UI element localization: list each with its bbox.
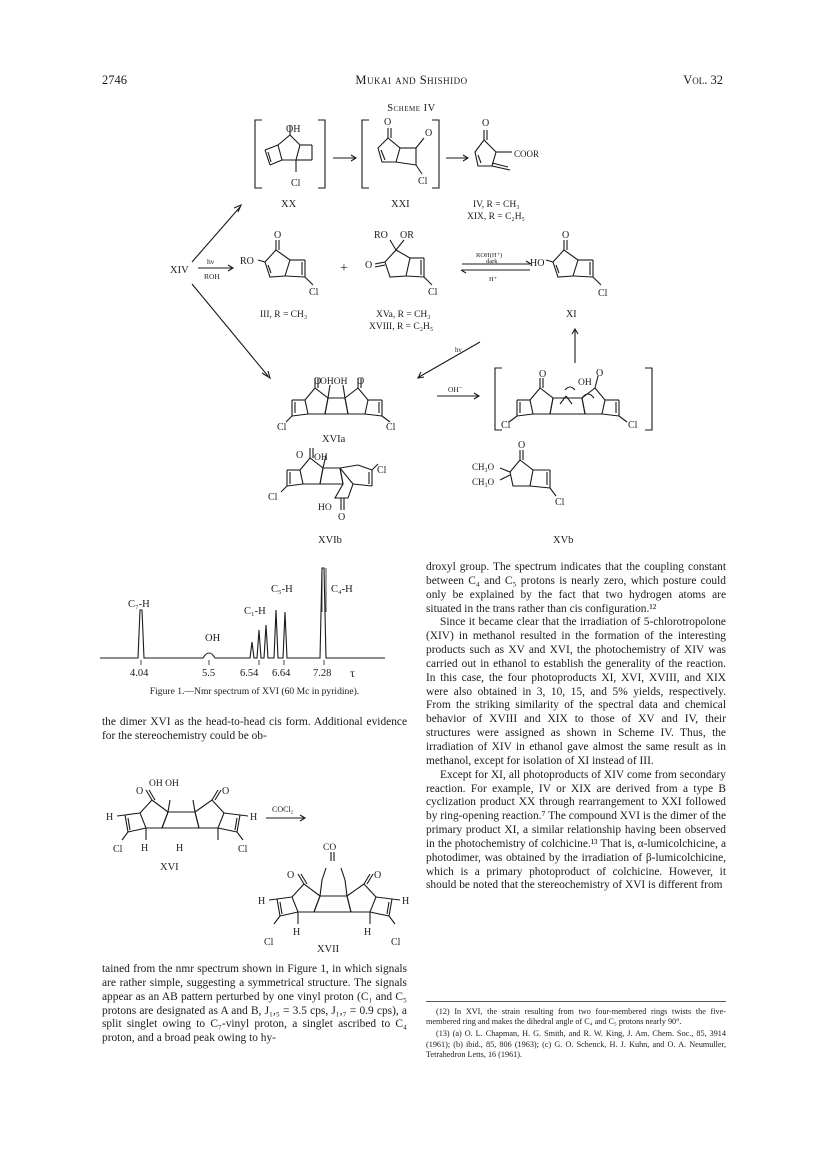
axis-tick-label: 6.54 bbox=[240, 668, 259, 679]
label-xix: XIX, R = C₂H₅ bbox=[467, 212, 525, 222]
label-oh: OH bbox=[314, 453, 328, 463]
paragraph: Since it became clear that the irradiation of 5-chlorotropolone (XIV) in methanol resulted in the formation of the interesting products such as XV and XVI, the photochemistry of XIV was carried out in ethanol to establish the generality of the reaction. In this case, the four photoproducts XI, XVI, XVIII, and XIX were also obtained in 3, 10, 15, and 5% yields, respectively. From the striking similarity of the spectral data and chemical behavior of XVIII and XIX to those of XV and IV, their structures were assigned as shown in Scheme IV. Thus, the irradiation of XIV in ethanol gave almost the same result as in methanol, except for isolation of XI instead of III. bbox=[426, 616, 726, 767]
label-cocl2: COCl₂ bbox=[272, 805, 294, 814]
label-ro: RO bbox=[374, 230, 388, 241]
label-cl: Cl bbox=[386, 422, 396, 433]
label-o: O bbox=[365, 260, 373, 271]
label-ch3o: CH₃O bbox=[472, 477, 495, 487]
label-h: H bbox=[250, 812, 258, 823]
label-o: O bbox=[596, 368, 604, 379]
paragraph: tained from the nmr spectrum shown in Figure 1, in which signals are rather simple, suggesting a symmetrical structure. The signals appear as an AB pattern perturbed by one vinyl proton (C₁ and C₅ protons are designated as A and B, J₁,₅ = 3.5 cps, J₁,₇ = 0.9 cps), a split singlet owing to C₇-vinyl proton, a singlet ascribed to C₄ proton, and a broad peak owing to hy- bbox=[102, 963, 407, 1045]
label-roh: ROH bbox=[204, 272, 220, 281]
label-cl: Cl bbox=[309, 287, 319, 298]
label-o: O bbox=[287, 870, 295, 881]
axis-tick-label: 4.04 bbox=[130, 668, 149, 679]
label-h: H bbox=[402, 896, 410, 907]
label-oh: OH bbox=[286, 124, 301, 135]
label-cl: Cl bbox=[418, 176, 428, 187]
label-o: O bbox=[296, 450, 304, 461]
label-cl: Cl bbox=[238, 844, 248, 855]
label-iv: IV, R = CH₃ bbox=[473, 200, 520, 210]
label-xvia: XVIa bbox=[322, 434, 346, 445]
label-o: O bbox=[274, 230, 282, 241]
label-o: O bbox=[384, 117, 392, 128]
peak-label-c1h: C₁-H bbox=[244, 606, 266, 617]
label-eq-top: ROH(H⁺) bbox=[476, 252, 503, 259]
footnotes bbox=[426, 1007, 726, 1062]
left-column-bottom-text bbox=[102, 963, 407, 1046]
label-o: O bbox=[425, 128, 433, 139]
label-cl: Cl bbox=[291, 178, 301, 189]
label-xi: XI bbox=[566, 309, 577, 320]
label-ho: HO bbox=[318, 503, 332, 513]
scheme-title: Scheme IV bbox=[387, 103, 436, 114]
label-xxi: XXI bbox=[391, 199, 410, 210]
label-o: O bbox=[314, 376, 322, 387]
footnote-12: (12) In XVI, the strain resulting from two four-membered rings twists the five-membered ring and makes the dihedral angle of C₄ and C₅ protons nearly 90°. bbox=[426, 1007, 726, 1027]
peak-label-c7h: C₇-H bbox=[128, 599, 150, 610]
figure-caption: Figure 1.—Nmr spectrum of XVI (60 Mc in pyridine). bbox=[149, 686, 360, 697]
label-o: O bbox=[338, 512, 346, 523]
label-h: H bbox=[176, 843, 184, 854]
label-ohoh: OHOH bbox=[320, 377, 348, 387]
label-cl: Cl bbox=[428, 287, 438, 298]
label-o: O bbox=[482, 118, 490, 129]
label-oh-oh: OH OH bbox=[149, 779, 179, 789]
running-title: Mukai and Shishido bbox=[355, 73, 468, 87]
axis-unit: τ bbox=[350, 666, 355, 680]
volume-number: Vol. 32 bbox=[683, 73, 723, 87]
label-xvi: XVI bbox=[160, 862, 179, 873]
label-o: O bbox=[539, 369, 547, 380]
label-o: O bbox=[562, 230, 570, 241]
label-hv: hν bbox=[207, 257, 215, 266]
label-oh: OH bbox=[578, 378, 592, 388]
label-cl: Cl bbox=[268, 492, 278, 503]
label-h: H bbox=[364, 927, 372, 938]
label-xvb: XVb bbox=[553, 535, 574, 546]
label-h: H bbox=[141, 843, 149, 854]
paragraph: droxyl group. The spectrum indicates that the coupling constant between C₄ and C₅ protons is nearly zero, which posture could only be explained by the fact that two hydrogen atoms are situated in the trans rather than cis configuration.¹² bbox=[426, 561, 726, 615]
label-oh-minus: OH⁻ bbox=[448, 385, 463, 394]
label-o: O bbox=[357, 376, 365, 387]
label-h: H bbox=[258, 896, 266, 907]
footnote-rule bbox=[426, 1001, 726, 1002]
label-cl: Cl bbox=[501, 420, 511, 431]
label-xva: XVa, R = CH₃ bbox=[376, 310, 431, 320]
peak-label-c5h: C₅-H bbox=[271, 584, 293, 595]
axis-tick-label: 5.5 bbox=[202, 668, 216, 679]
label-cl: Cl bbox=[391, 937, 401, 948]
label-xx: XX bbox=[281, 199, 297, 210]
label-xvib: XVIb bbox=[318, 535, 342, 546]
axis-tick-label: 6.64 bbox=[272, 668, 291, 679]
label-eq-mid: dark bbox=[486, 258, 498, 265]
label-hv2: hν bbox=[455, 346, 462, 354]
page-number: 2746 bbox=[102, 73, 127, 87]
label-eq-bot: H⁺ bbox=[489, 276, 498, 283]
paragraph: Except for XI, all photoproducts of XIV come from secondary reaction. For example, IV or XIX are derived from a type B cyclization product XX through rearrangement to XXI followed by ring-opening reaction.⁷ The compound XVI is the dimer of the primary product XI, a similar relationship having been observed in the photochemistry of colchicine.¹³ That is, α-lumicolchicine, a photodimer, was obtained by the irradiation of β-lumicolchicine, which is a primary photoproduct of colchicine. However, it should be noted that the stereochemistry of XVI is different from bbox=[426, 768, 726, 892]
footnote-13: (13) (a) O. L. Chapman, H. G. Smith, and R. W. King, J. Am. Chem. Soc., 85, 3914 (1961); (b) ibid., 85, 806 (1963); (c) G. O. Schenck, H. J. Kuhn, and O. A. Neumuller, Tetrahedron Letts, 16 (1961). bbox=[426, 1029, 726, 1059]
label-cl: Cl bbox=[113, 844, 123, 855]
label-cl: Cl bbox=[598, 288, 608, 299]
label-co: CO bbox=[323, 843, 337, 853]
label-cl: Cl bbox=[628, 420, 638, 431]
label-cl: Cl bbox=[264, 937, 274, 948]
label-iii: III, R = CH₃ bbox=[260, 310, 308, 320]
label-o: O bbox=[136, 786, 144, 797]
label-ch3o: CH₃O bbox=[472, 462, 495, 472]
label-h: H bbox=[293, 927, 301, 938]
label-cl: Cl bbox=[377, 465, 387, 476]
label-h: H bbox=[106, 812, 114, 823]
right-column-text bbox=[426, 561, 726, 893]
label-ro: RO bbox=[240, 256, 254, 267]
label-xiv: XIV bbox=[170, 265, 189, 276]
peak-label-c4h: C₄-H bbox=[331, 584, 353, 595]
paragraph: the dimer XVI as the head-to-head cis form. Additional evidence for the stereochemistry could be ob- bbox=[102, 716, 407, 742]
label-o: O bbox=[518, 440, 526, 451]
plus-sign: + bbox=[340, 261, 348, 276]
label-coor: COOR bbox=[514, 149, 540, 159]
label-or: OR bbox=[400, 230, 414, 241]
label-ho: HO bbox=[530, 258, 545, 269]
label-o: O bbox=[222, 786, 230, 797]
label-cl: Cl bbox=[277, 422, 287, 433]
peak-label-oh: OH bbox=[205, 633, 221, 644]
label-o: O bbox=[374, 870, 382, 881]
label-cl: Cl bbox=[555, 497, 565, 508]
axis-tick-label: 7.28 bbox=[313, 668, 332, 679]
label-xviii: XVIII, R = C₂H₅ bbox=[369, 322, 434, 332]
label-xvii: XVII bbox=[317, 944, 340, 955]
